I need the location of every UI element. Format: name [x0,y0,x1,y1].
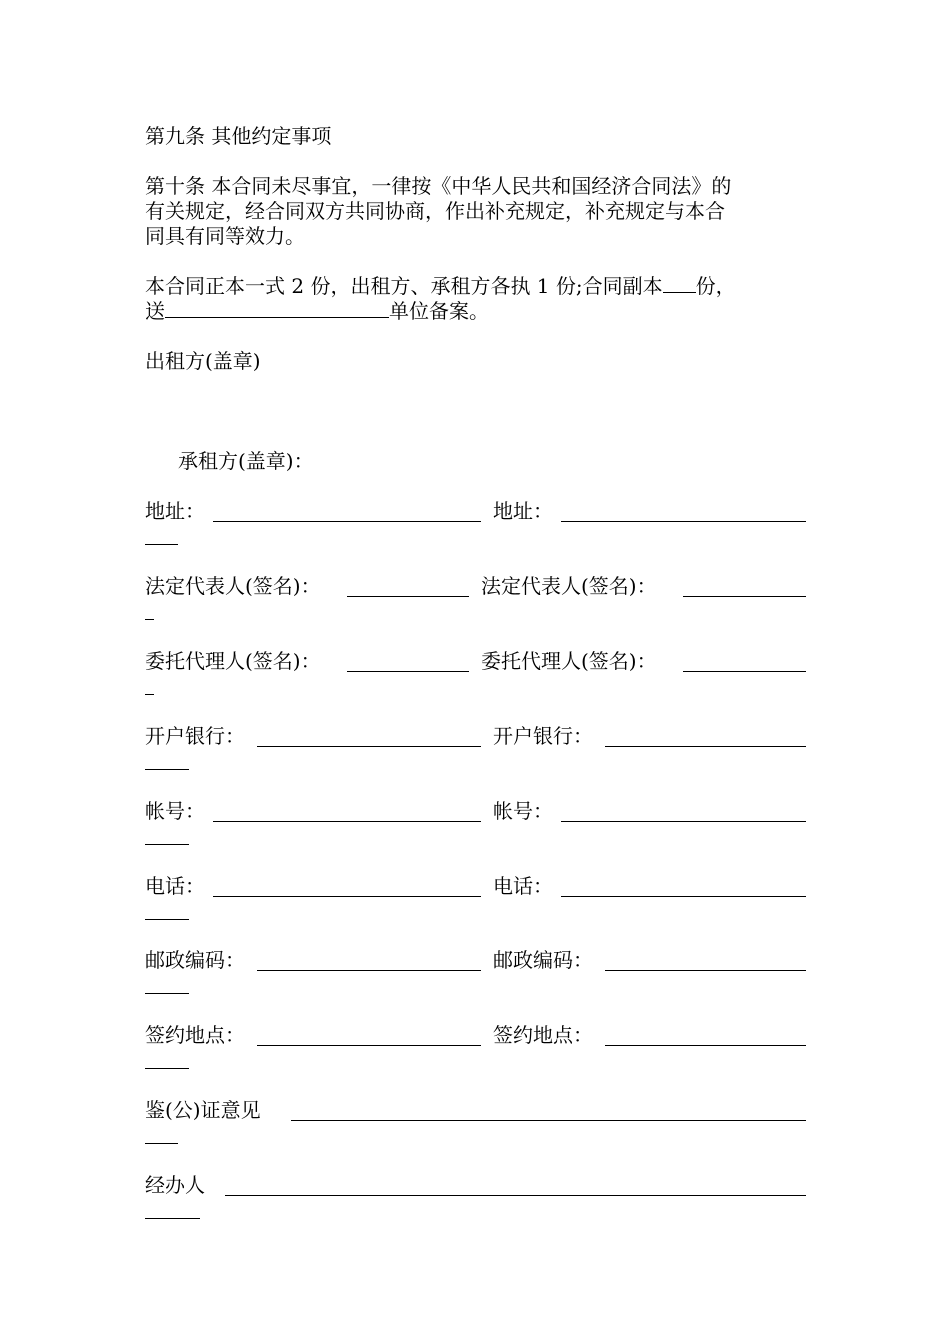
phone-row [145,874,810,934]
sign-place-row [145,1023,810,1083]
agent-label-lessor: 委托代理人(签名)： [145,649,321,673]
article-10-line-1: 第十条 本合同未尽事宜，一律按《中华人民共和国经济合同法》的 [145,174,732,198]
legal-rep-row [145,574,810,634]
account-blank-lessor [213,821,481,822]
postcode-label-lessee: 邮政编码： [493,948,593,972]
address-blank-lessee [561,521,806,522]
bank-row [145,724,810,784]
address-row [145,499,810,559]
copies-line-2 [145,299,810,324]
postcode-row [145,948,810,1008]
phone-label-lessor: 电话： [145,874,205,898]
agent-blank-lessor [347,671,469,672]
notary-opinion-blank-continued [145,1143,178,1144]
bank-blank-lessee [605,746,806,747]
copies-line-1-suffix: 份， [695,274,736,298]
phone-blank-lessee [561,896,806,897]
account-row [145,799,810,859]
article-9-heading: 第九条 其他约定事项 [145,124,332,148]
bank-label-lessee: 开户银行： [493,724,593,748]
handler-blank [225,1195,806,1196]
article-10-line-2: 有关规定，经合同双方共同协商，作出补充规定，补充规定与本合 [145,199,725,223]
account-label-lessee: 帐号： [493,799,553,823]
postcode-label-lessor: 邮政编码： [145,948,245,972]
phone-blank-continued [145,919,189,920]
agent-label-lessee: 委托代理人(签名)： [481,649,657,673]
sign-place-blank-lessor [257,1045,481,1046]
lessee-seal-label: 承租方(盖章)： [178,449,314,473]
sign-place-label-lessee: 签约地点： [493,1023,593,1047]
phone-blank-lessor [213,896,481,897]
account-label-lessor: 帐号： [145,799,205,823]
filing-unit-blank [165,299,389,318]
legal-rep-blank-lessee [683,596,806,597]
legal-rep-label-lessor: 法定代表人(签名)： [145,574,321,598]
sign-place-blank-continued [145,1068,189,1069]
bank-blank-continued [145,769,189,770]
postcode-blank-continued [145,993,189,994]
account-blank-lessee [561,821,806,822]
handler-row [145,1173,810,1233]
postcode-blank-lessor [257,970,481,971]
sign-place-blank-lessee [605,1045,806,1046]
postcode-blank-lessee [605,970,806,971]
bank-blank-lessor [257,746,481,747]
copies-paragraph [145,274,810,324]
copies-line-2-suffix: 单位备案。 [389,299,489,323]
phone-label-lessee: 电话： [493,874,553,898]
agent-row [145,649,810,709]
lessor-seal-label: 出租方(盖章) [145,349,261,373]
address-blank-lessor [213,521,481,522]
account-blank-continued [145,844,189,845]
address-blank-continued [145,544,178,545]
copies-line-1-prefix: 本合同正本一式 2 份，出租方、承租方各执 1 份;合同副本 [145,274,663,298]
handler-blank-continued [145,1218,200,1219]
article-10-paragraph [145,174,810,249]
legal-rep-blank-lessor [347,596,469,597]
article-10-line-3: 同具有同等效力。 [145,224,305,248]
copies-line-1 [145,274,810,299]
legal-rep-blank-continued [145,619,154,620]
copies-count-blank [663,274,696,293]
bank-label-lessor: 开户银行： [145,724,245,748]
notary-opinion-row [145,1098,810,1158]
legal-rep-label-lessee: 法定代表人(签名)： [481,574,657,598]
copies-line-2-prefix: 送 [145,299,165,323]
notary-opinion-blank [291,1120,806,1121]
agent-blank-continued [145,694,154,695]
sign-place-label-lessor: 签约地点： [145,1023,245,1047]
address-label-lessor: 地址： [145,499,205,523]
address-label-lessee: 地址： [493,499,553,523]
handler-label: 经办人 [145,1173,205,1197]
notary-opinion-label: 鉴(公)证意见 [145,1098,261,1122]
agent-blank-lessee [683,671,806,672]
